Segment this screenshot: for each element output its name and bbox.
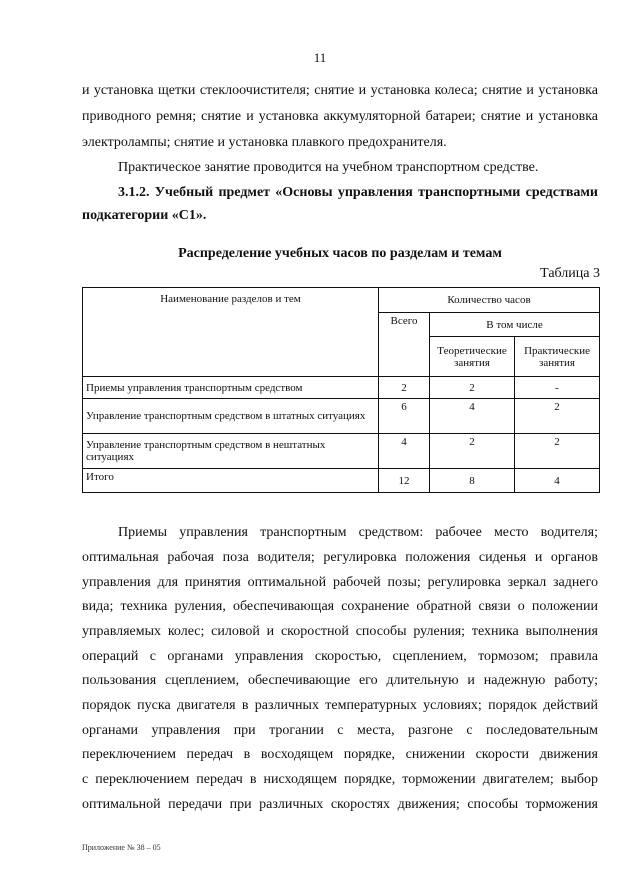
- row-theory: 4: [430, 399, 515, 434]
- intro-line: и установка щетки стеклоочистителя; снятие и установка колеса; снятие и установка: [82, 83, 598, 98]
- table-row: [83, 399, 600, 434]
- row-theory: 2: [430, 377, 515, 399]
- body-line: оптимальной передачи при различных скоростях движения; способы торможения: [82, 797, 598, 812]
- table-header-row: [83, 288, 600, 313]
- body-line: управления для принятия оптимальной рабочей позы; регулировка зеркал заднего: [82, 575, 598, 590]
- intro-line: электролампы; снятие и установка плавкого предохранителя.: [82, 135, 447, 150]
- body-line: вида; техника руления, обеспечивающая сохранение обратной связи о положении: [82, 599, 598, 614]
- header-practice: Практические занятия: [515, 337, 600, 377]
- section-heading-line: подкатегории «С1».: [82, 208, 207, 223]
- header-including: В том числе: [430, 313, 600, 337]
- row-total: 6: [379, 399, 430, 434]
- row-name: Управление транспортным средством в штатных ситуациях: [83, 399, 379, 434]
- header-name: Наименование разделов и тем: [83, 288, 379, 377]
- body-line: с переключением передач в нисходящем порядке, торможении двигателем; выбор: [82, 772, 598, 787]
- body-line: Приемы управления транспортным средством: рабочее место водителя;: [118, 525, 598, 540]
- hours-table: [82, 287, 600, 493]
- page-number: 11: [313, 50, 327, 65]
- body-line: порядок пуска двигателя в различных температурных условиях; порядок действий: [82, 698, 598, 713]
- header-theory: Теоретические занятия: [430, 337, 515, 377]
- row-practice: 4: [515, 469, 600, 493]
- body-line: переключением передач в восходящем порядке, снижении скорости движения: [82, 747, 598, 762]
- intro-line: приводного ремня; снятие и установка аккумуляторной батареи; снятие и установка: [82, 109, 598, 124]
- footer-note: Приложение № 38 – 05: [82, 843, 161, 852]
- body-line: органами управления при трогании с места, разгоне с последовательным: [82, 723, 598, 738]
- table-row: [83, 377, 600, 399]
- table-row: [83, 469, 600, 493]
- header-total: Всего: [379, 313, 430, 377]
- section-heading-line: 3.1.2. Учебный предмет «Основы управления транспортными средствами: [118, 185, 598, 200]
- body-line: управляемых колес; силовой и скоростной способы руления; техника выполнения: [82, 624, 598, 639]
- body-line: пользования сцеплением, обеспечивающие его длительную и надежную работу;: [82, 673, 598, 688]
- row-name: Приемы управления транспортным средством: [83, 377, 379, 399]
- row-practice: 2: [515, 399, 600, 434]
- table-caption: Распределение учебных часов по разделам и темам: [178, 246, 502, 261]
- row-practice: 2: [515, 434, 600, 469]
- header-hours: Количество часов: [379, 288, 600, 313]
- row-theory: 8: [430, 469, 515, 493]
- table-label: Таблица 3: [540, 266, 600, 281]
- practical-note: Практическое занятие проводится на учебном транспортном средстве.: [118, 160, 539, 175]
- row-theory: 2: [430, 434, 515, 469]
- row-total: 4: [379, 434, 430, 469]
- row-name: Итого: [83, 469, 379, 493]
- row-total: 2: [379, 377, 430, 399]
- row-name: Управление транспортным средством в нештатных ситуациях: [83, 434, 379, 469]
- row-total: 12: [379, 469, 430, 493]
- body-line: оптимальная рабочая поза водителя; регулировка положения сиденья и органов: [82, 550, 598, 565]
- row-practice: -: [515, 377, 600, 399]
- table-row: [83, 434, 600, 469]
- body-line: операций с органами управления скоростью, сцеплением, тормозом; правила: [82, 649, 598, 664]
